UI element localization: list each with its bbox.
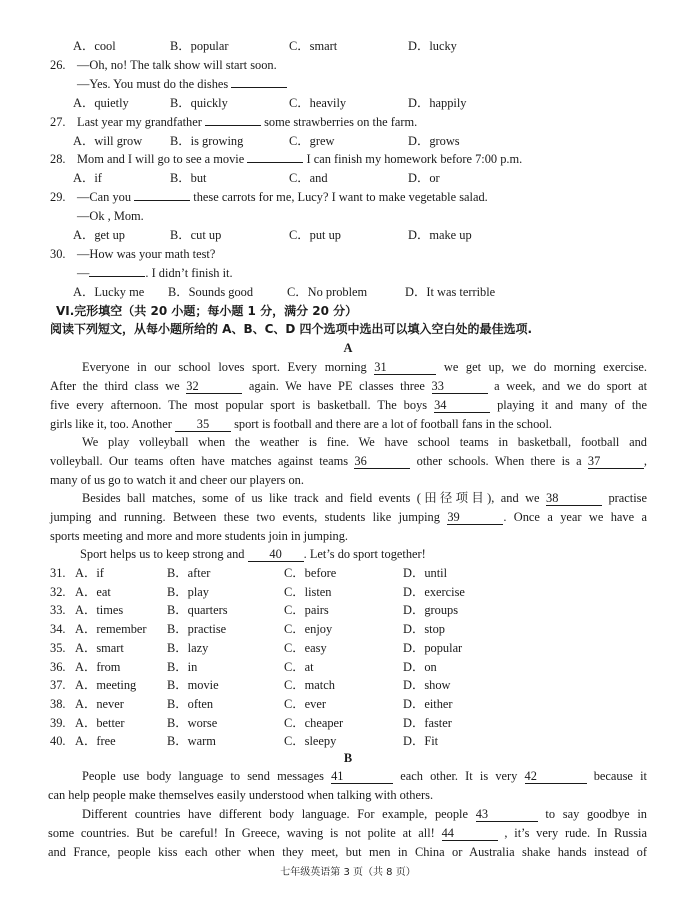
option-c: C．ever <box>284 696 326 711</box>
option-b: B．movie <box>167 678 219 693</box>
blank-42: 42 <box>525 770 587 784</box>
passage-text: can help people make themselves easily understood when talking with others. <box>48 788 434 802</box>
question-text: these carrots for me, Lucy? I want to make vegetable salad. <box>193 190 488 204</box>
passage-text: other schools. When there is a <box>416 454 582 468</box>
option-d: D．exercise <box>403 584 465 599</box>
passage-line <box>48 825 647 841</box>
passage-text: we get up, we do morning exercise. <box>443 360 647 374</box>
question-line <box>77 151 522 167</box>
passage-line <box>82 768 647 784</box>
option-d: D．grows <box>408 134 460 148</box>
passage-text: a week, and we do sport at <box>494 379 648 393</box>
passage-line <box>50 397 647 413</box>
blank-39: 39 <box>447 511 503 525</box>
passage-text: sport is football and there are a lot of football fans in the school. <box>234 417 553 431</box>
option-d: D．until <box>403 566 448 580</box>
passage-line <box>50 528 348 544</box>
passage-text: practise <box>608 491 647 505</box>
option-d: D．lucky <box>408 39 457 53</box>
option-a: A．cool <box>73 39 116 53</box>
option-b: B．in <box>167 659 198 674</box>
option-c: C．listen <box>284 584 332 599</box>
passage-text: Different countries have different body language. For example, people <box>82 807 468 821</box>
option-c: C．sleepy <box>284 734 337 749</box>
option-b: B．practise <box>167 622 227 637</box>
passage-line <box>82 434 647 450</box>
option-a: A．better <box>75 715 125 730</box>
question-line <box>77 189 488 205</box>
passage-line <box>80 546 426 562</box>
passage-text: People use body language to send messages <box>82 769 324 783</box>
blank-33: 33 <box>432 380 488 394</box>
passage-text: sports meeting and more and more students join in jumping. <box>50 529 349 543</box>
passage-text: volleyball. Our teams often have matches against teams <box>50 454 349 468</box>
blank-40: 40 <box>248 548 304 562</box>
blank-44: 44 <box>442 827 498 841</box>
question-line <box>77 76 287 92</box>
option-b: B．lazy <box>167 640 209 655</box>
option-a: A．eat <box>75 584 111 599</box>
passage-text: playing it and many of the <box>497 398 647 412</box>
question-text: Last year my grandfather <box>77 115 202 129</box>
option-d: D．stop <box>403 622 445 637</box>
option-c: C．heavily <box>289 96 347 110</box>
blank-31: 31 <box>374 361 436 375</box>
option-c: C．before <box>284 566 337 580</box>
option-c: C．smart <box>289 39 338 53</box>
question-number: 29. <box>50 190 66 204</box>
option-b: B．often <box>167 696 214 711</box>
passage-text: . Once a year we have a <box>503 510 647 524</box>
page-footer: 七年级英语第 3 页（共 8 页） <box>280 867 416 878</box>
passage-text: Besides ball matches, some of us like track and field events (田径项目), and we <box>82 491 540 505</box>
blank-36: 36 <box>354 455 410 469</box>
option-b: B．warm <box>167 734 216 749</box>
option-a: A．smart <box>75 640 124 655</box>
question-line: —Ok , Mom. <box>77 209 144 223</box>
passage-line <box>50 416 552 432</box>
passage-line <box>50 378 647 394</box>
question-line: —How was your math test? <box>77 247 216 261</box>
choice-number: 31. <box>50 566 66 580</box>
passage-text: five every afternoon. The most popular sport is basketball. The boys <box>50 398 428 412</box>
blank-35: 35 <box>175 418 231 432</box>
option-a: A．times <box>75 603 124 618</box>
option-c: C．and <box>289 171 328 185</box>
question-number: 26. <box>50 58 66 72</box>
option-b: B．quickly <box>170 96 228 110</box>
passage-line <box>48 844 647 860</box>
option-a: A．remember <box>75 622 147 637</box>
option-d: D．make up <box>408 228 472 242</box>
option-d: D．or <box>408 171 440 185</box>
passage-text: Sport helps us to keep strong and <box>80 547 245 561</box>
answer-blank <box>247 162 303 163</box>
passage-text: Everyone in our school loves sport. Every morning <box>82 360 367 374</box>
option-b: B．quarters <box>167 603 228 618</box>
passage-line <box>82 490 647 506</box>
option-b: B．play <box>167 584 209 599</box>
blank-37: 37 <box>588 455 644 469</box>
section-title: VI.完形填空（共 20 小题；每小题 1 分，满分 20 分） <box>56 304 358 318</box>
passage-text: , <box>643 454 647 468</box>
passage-text: , it’s very rude. In Russia <box>504 826 647 840</box>
passage-line <box>50 509 647 525</box>
question-text: some strawberries on the farm. <box>264 115 418 129</box>
passage-text: girls like it, too. Another <box>50 417 172 431</box>
passage-line <box>50 453 647 469</box>
option-c: C．No problem <box>287 285 368 299</box>
choice-number: 37. <box>50 678 66 693</box>
passage-text: and France, people kiss each other when they meet, but men in China or Australia shake hands instead of <box>48 845 647 859</box>
blank-32: 32 <box>186 380 242 394</box>
choice-number: 35. <box>50 640 66 655</box>
option-c: C．grew <box>289 134 335 148</box>
question-line <box>77 114 417 130</box>
choice-number: 34. <box>50 622 66 637</box>
choice-number: 33. <box>50 603 66 618</box>
option-a: A．Lucky me <box>73 285 145 299</box>
option-c: C．enjoy <box>284 622 333 637</box>
choice-number: 36. <box>50 659 66 674</box>
option-c: C．put up <box>289 228 341 242</box>
option-d: D．faster <box>403 715 452 730</box>
blank-43: 43 <box>476 808 538 822</box>
question-text: — <box>77 266 90 280</box>
question-line: —Oh, no! The talk show will start soon. <box>77 58 277 72</box>
passage-text: After the third class we <box>50 379 180 393</box>
question-text: I can finish my homework before 7:00 p.m. <box>306 152 523 166</box>
option-d: D．groups <box>403 603 459 618</box>
option-c: C．pairs <box>284 603 329 618</box>
option-c: C．easy <box>284 640 327 655</box>
option-d: D．either <box>403 696 453 711</box>
question-line <box>77 265 233 281</box>
passage-a-heading: A <box>343 341 353 355</box>
passage-line <box>82 806 647 822</box>
passage-text: many of us go to watch it and cheer our players on. <box>50 473 304 487</box>
passage-text: . Let’s do sport together! <box>303 547 426 561</box>
option-b: B．is growing <box>170 134 244 148</box>
option-a: A．if <box>73 171 102 185</box>
option-a: A．quietly <box>73 96 129 110</box>
option-d: D．show <box>403 678 451 693</box>
passage-text: jumping and running. Between these two events, students like jumping <box>50 510 440 524</box>
passage-line <box>50 472 304 488</box>
option-b: B．after <box>167 566 211 580</box>
question-text: . I didn’t finish it. <box>145 266 233 280</box>
passage-text: again. We have PE classes three <box>248 379 425 393</box>
option-c: C．match <box>284 678 335 693</box>
option-a: A．free <box>75 734 116 749</box>
passage-text: to say goodbye in <box>545 807 648 821</box>
option-d: D．popular <box>403 640 463 655</box>
option-b: B．worse <box>167 715 218 730</box>
answer-blank <box>134 200 190 201</box>
option-b: B．cut up <box>170 228 222 242</box>
answer-blank <box>205 125 261 126</box>
section-instruction: 阅读下列短文，从每小题所给的 A、B、C、D 四个选项中选出可以填入空白处的最佳选项. <box>50 322 533 336</box>
option-b: B．popular <box>170 39 229 53</box>
option-a: A．if <box>75 566 104 580</box>
blank-38: 38 <box>546 492 602 506</box>
passage-text: each other. It is very <box>400 769 518 783</box>
question-text: —Yes. You must do the dishes <box>77 77 229 91</box>
passage-text: We play volleyball when the weather is fine. We have school teams in basketball, football and <box>82 435 647 449</box>
passage-line <box>82 359 647 375</box>
blank-34: 34 <box>434 399 490 413</box>
question-number: 30. <box>50 247 66 261</box>
option-a: A．never <box>75 696 124 711</box>
option-d: D．happily <box>408 96 467 110</box>
question-number: 28. <box>50 152 66 166</box>
question-text: Mom and I will go to see a movie <box>77 152 245 166</box>
option-b: B．but <box>170 171 207 185</box>
option-b: B．Sounds good <box>168 285 254 299</box>
question-text: —Can you <box>77 190 132 204</box>
option-d: D．Fit <box>403 734 439 749</box>
answer-blank <box>231 87 287 88</box>
option-c: C．cheaper <box>284 715 344 730</box>
blank-41: 41 <box>331 770 393 784</box>
option-d: D．on <box>403 659 437 674</box>
passage-text: because it <box>593 769 647 783</box>
question-number: 27. <box>50 115 66 129</box>
choice-number: 38. <box>50 696 66 711</box>
option-a: A．will grow <box>73 134 143 148</box>
option-a: A．meeting <box>75 678 137 693</box>
option-a: A．get up <box>73 228 125 242</box>
answer-blank <box>89 276 145 277</box>
passage-b-heading: B <box>343 751 353 765</box>
passage-text: some countries. But be careful! In Greece, waving is not polite at all! <box>48 826 435 840</box>
passage-line <box>48 787 433 803</box>
choice-number: 32. <box>50 584 66 599</box>
option-d: D．It was terrible <box>405 285 496 299</box>
choice-number: 40. <box>50 734 66 749</box>
option-a: A．from <box>75 659 121 674</box>
choice-number: 39. <box>50 715 66 730</box>
option-c: C．at <box>284 659 314 674</box>
